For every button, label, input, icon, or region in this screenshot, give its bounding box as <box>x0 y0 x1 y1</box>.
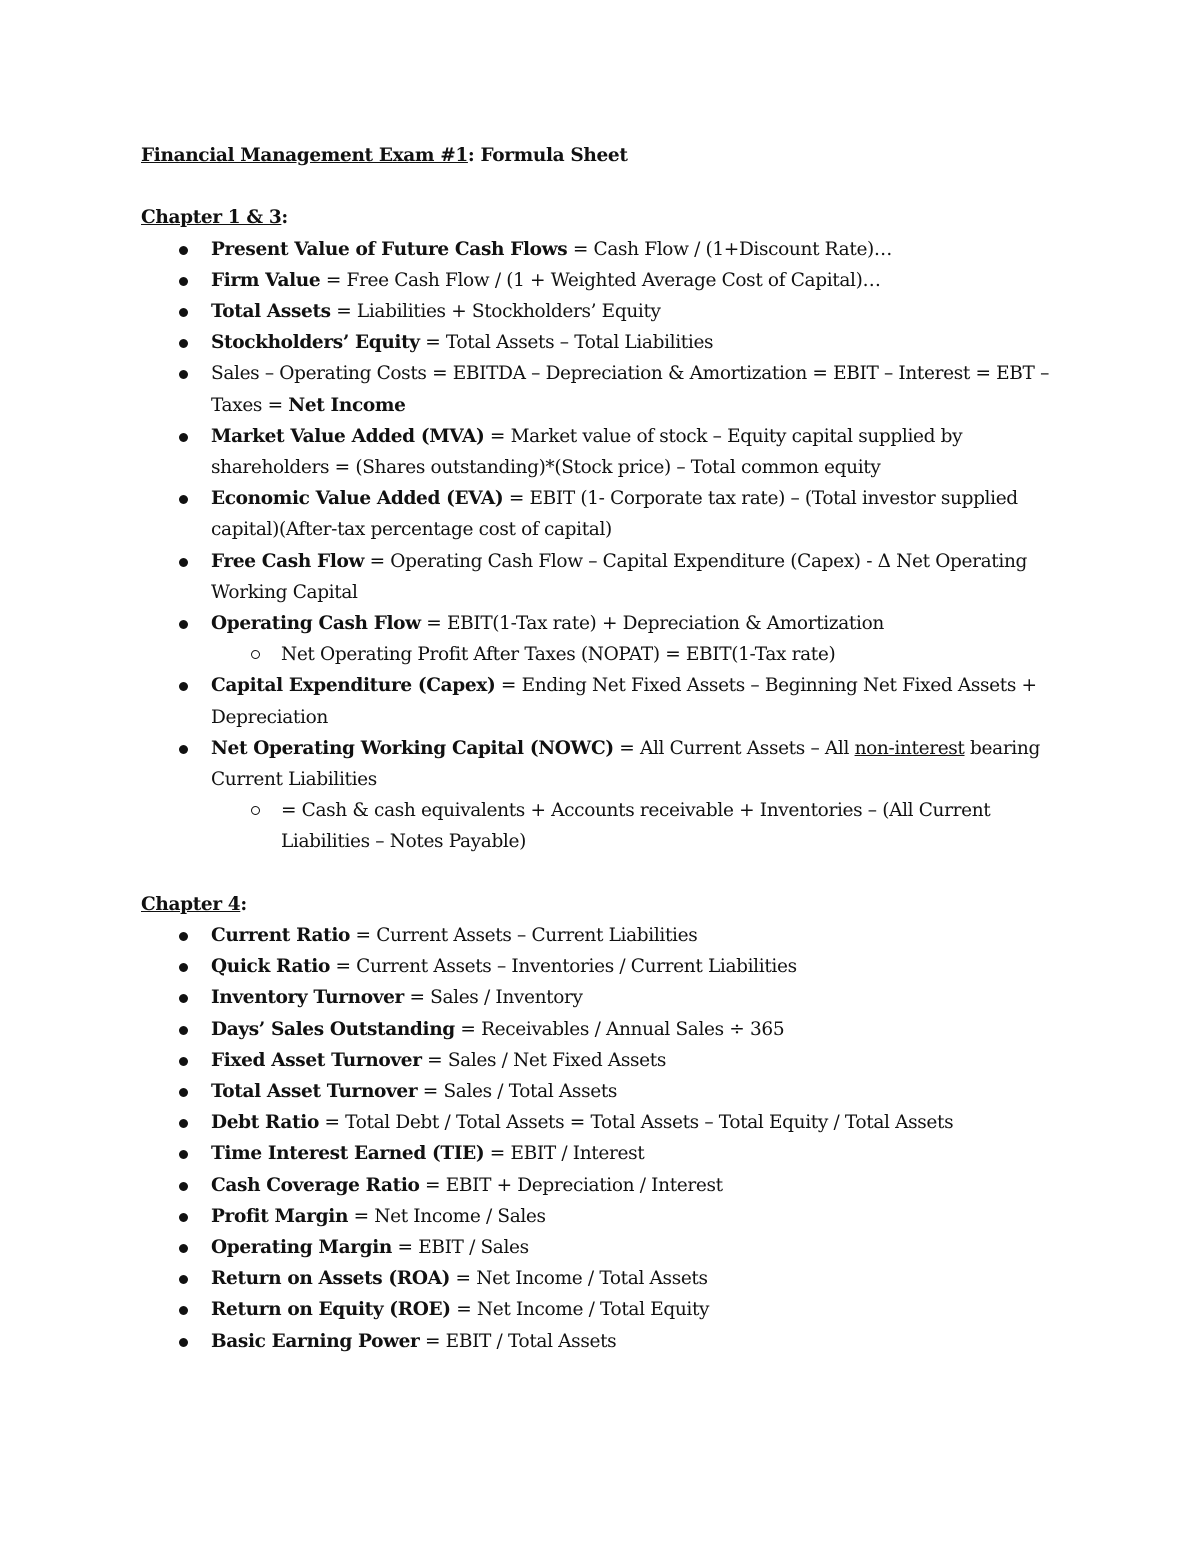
formula-term: Return on Assets (ROA) <box>211 1268 451 1290</box>
hollow-bullet-icon <box>251 806 260 815</box>
bullet-icon <box>179 1275 188 1284</box>
formula-text-after: bearing Current Liabilities <box>211 737 1040 791</box>
ratio-list <box>141 920 1071 1357</box>
document-title <box>141 140 1071 171</box>
bullet-icon <box>179 277 188 286</box>
bullet-icon <box>179 932 188 941</box>
sub-formula-list <box>211 639 1071 670</box>
bullet-icon <box>179 1244 188 1253</box>
bullet-icon <box>179 994 188 1003</box>
formula-term: Present Value of Future Cash Flows <box>211 238 568 260</box>
formula-term: Net Operating Working Capital (NOWC) <box>211 737 614 759</box>
formula-text: = EBIT(1-Tax rate) + Depreciation & Amortization <box>420 613 884 635</box>
formula-term: Cash Coverage Ratio <box>211 1174 420 1196</box>
formula-text: = Total Assets – Total Liabilities <box>419 332 714 354</box>
bullet-icon <box>179 433 188 442</box>
chapter-heading-colon: : <box>281 207 288 229</box>
formula-term: Basic Earning Power <box>211 1330 420 1352</box>
hollow-bullet-icon <box>251 650 260 659</box>
formula-text: = EBIT + Depreciation / Interest <box>419 1174 723 1196</box>
formula-text: = Current Assets – Inventories / Current Liabilities <box>329 956 797 978</box>
formula-item <box>141 1138 1071 1169</box>
formula-text: = Current Assets – Current Liabilities <box>350 925 698 947</box>
formula-term: Firm Value <box>211 269 321 291</box>
formula-text: = Net Income / Sales <box>348 1205 546 1227</box>
chapter-heading <box>141 889 1071 920</box>
bullet-icon <box>179 682 188 691</box>
formula-term: Operating Cash Flow <box>211 613 421 635</box>
bullet-icon <box>179 1213 188 1222</box>
formula-term: Free Cash Flow <box>211 550 365 572</box>
formula-item <box>141 1232 1071 1263</box>
formula-term: Economic Value Added (EVA) <box>211 488 504 510</box>
formula-item <box>141 1107 1071 1138</box>
formula-text: = Cash Flow / (1+Discount Rate)… <box>567 238 893 260</box>
spacer <box>141 171 1071 202</box>
formula-item <box>141 421 1071 483</box>
formula-term: Quick Ratio <box>211 956 330 978</box>
sub-formula-text: = Cash & cash equivalents + Accounts receivable + Inventories – (All Current Liabilities – Notes Payable) <box>281 800 991 853</box>
document-title-main: Financial Management Exam #1 <box>141 145 468 166</box>
formula-text: = EBIT / Total Assets <box>419 1330 617 1352</box>
formula-text: = Net Income / Total Assets <box>450 1268 708 1290</box>
bullet-icon <box>179 495 188 504</box>
formula-term: Debt Ratio <box>211 1112 319 1134</box>
formula-text: = Sales / Net Fixed Assets <box>421 1049 667 1071</box>
formula-item <box>141 670 1071 732</box>
formula-item <box>141 234 1071 265</box>
chapter-heading <box>141 202 1071 233</box>
bullet-icon <box>179 558 188 567</box>
bullet-icon <box>179 620 188 629</box>
bullet-icon <box>179 1306 188 1315</box>
sub-formula-item <box>211 795 1071 857</box>
formula-item <box>141 327 1071 358</box>
formula-term: Stockholders’ Equity <box>211 332 420 354</box>
formula-text: = Ending Net Fixed Assets – Beginning Net Fixed Assets + Depreciation <box>211 675 1037 728</box>
formula-item <box>141 951 1071 982</box>
document-body <box>141 140 1071 1357</box>
formula-item <box>141 608 1071 670</box>
formula-term: Inventory Turnover <box>211 987 404 1009</box>
formula-text: = Sales / Total Assets <box>417 1081 618 1103</box>
formula-text: = Market value of stock – Equity capital supplied by shareholders = (Shares outstanding)*(Stock price) – Total common equity <box>211 425 963 479</box>
chapter-heading-text: Chapter 4 <box>141 893 241 915</box>
formula-text: = Liabilities + Stockholders’ Equity <box>330 301 661 322</box>
formula-text: Sales – Operating Costs = EBITDA – Depreciation & Amortization = EBIT – Interest = EBT – Taxes = <box>211 363 1049 416</box>
chapter-heading-text: Chapter 1 & 3 <box>141 207 282 229</box>
formula-item <box>141 733 1071 858</box>
bullet-icon <box>179 1338 188 1347</box>
bullet-icon <box>179 963 188 972</box>
formula-text: = Net Income / Total Equity <box>450 1299 710 1321</box>
formula-text: = EBIT / Interest <box>484 1143 645 1165</box>
document-title-suffix: : Formula Sheet <box>467 145 628 166</box>
bullet-icon <box>179 308 188 317</box>
bullet-icon <box>179 339 188 348</box>
formula-item <box>141 483 1071 545</box>
formula-term: Fixed Asset Turnover <box>211 1049 422 1071</box>
bullet-icon <box>179 370 188 379</box>
formula-text: = Sales / Inventory <box>403 987 583 1009</box>
chapter-4-section <box>141 889 1071 1357</box>
formula-text: = Receivables / Annual Sales ÷ 365 <box>454 1018 785 1040</box>
formula-list <box>141 234 1071 858</box>
formula-term: Operating Margin <box>211 1237 392 1259</box>
formula-term: Profit Margin <box>211 1205 349 1227</box>
bullet-icon <box>179 1150 188 1159</box>
formula-text: = Total Debt / Total Assets = Total Assets – Total Equity / Total Assets <box>318 1112 954 1134</box>
bullet-icon <box>179 1119 188 1128</box>
formula-term: Market Value Added (MVA) <box>211 425 485 447</box>
formula-term: Total Assets <box>211 301 331 322</box>
formula-item <box>141 920 1071 951</box>
bullet-icon <box>179 1088 188 1097</box>
formula-text: = Free Cash Flow / (1 + Weighted Average Cost of Capital)… <box>320 269 881 291</box>
sub-formula-list <box>211 795 1071 857</box>
formula-term: Total Asset Turnover <box>211 1081 418 1103</box>
formula-item <box>141 1170 1071 1201</box>
bullet-icon <box>179 1026 188 1035</box>
formula-item <box>141 358 1071 420</box>
formula-text: = EBIT / Sales <box>391 1237 529 1259</box>
formula-item <box>141 982 1071 1013</box>
formula-term: Days’ Sales Outstanding <box>211 1018 455 1040</box>
bullet-icon <box>179 1057 188 1066</box>
chapter-1-3-section <box>141 202 1071 857</box>
formula-item <box>141 1326 1071 1357</box>
formula-text: = EBIT (1- Corporate tax rate) – (Total investor supplied capital)(After-tax percentage cost of capital) <box>211 488 1018 541</box>
formula-term: Current Ratio <box>211 925 351 947</box>
formula-term: Time Interest Earned (TIE) <box>211 1143 485 1165</box>
formula-item <box>141 1014 1071 1045</box>
bullet-icon <box>179 246 188 255</box>
spacer <box>141 858 1071 889</box>
formula-item <box>141 1294 1071 1325</box>
formula-text: = Operating Cash Flow – Capital Expenditure (Capex) - Δ Net Operating Working Capital <box>211 550 1028 603</box>
formula-item <box>141 1076 1071 1107</box>
chapter-heading-colon: : <box>240 893 247 915</box>
formula-term: Return on Equity (ROE) <box>211 1299 451 1321</box>
formula-item <box>141 546 1071 608</box>
sub-formula-item <box>211 639 1071 670</box>
formula-item <box>141 1045 1071 1076</box>
formula-underlined-text: non-interest <box>854 737 965 759</box>
formula-text: = All Current Assets – All <box>613 737 855 759</box>
bullet-icon <box>179 745 188 754</box>
formula-item <box>141 296 1071 327</box>
formula-item <box>141 265 1071 296</box>
formula-term: Capital Expenditure (Capex) <box>211 675 496 697</box>
formula-item <box>141 1263 1071 1294</box>
bullet-icon <box>179 1182 188 1191</box>
formula-item <box>141 1201 1071 1232</box>
sub-formula-text: Net Operating Profit After Taxes (NOPAT) = EBIT(1-Tax rate) <box>281 644 836 666</box>
formula-term-tail: Net Income <box>288 394 406 416</box>
